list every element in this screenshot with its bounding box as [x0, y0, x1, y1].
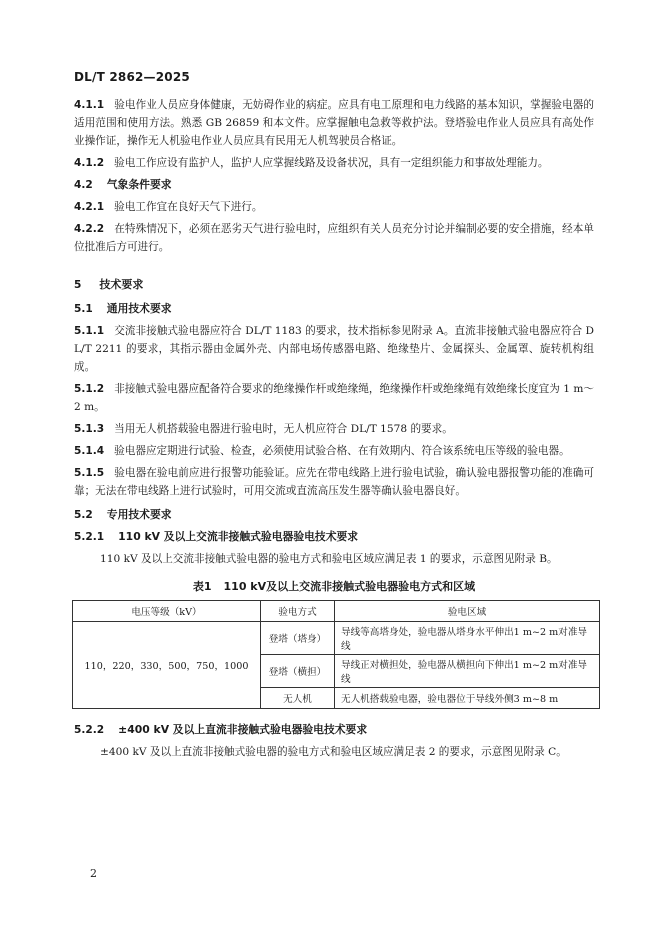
clause-4-2-1 — [74, 198, 594, 216]
clause-number: 4.1.2 — [74, 157, 105, 169]
table-header-row — [73, 601, 600, 622]
method-cell: 登塔（横担） — [261, 655, 335, 688]
clause-number: 5.1.4 — [74, 445, 105, 457]
clause-text: 验电器应定期进行试验、检查，必须使用试验合格、在有效期内、符合该系统电压等级的验电器。 — [114, 445, 570, 457]
clause-5-1-1 — [74, 322, 594, 376]
heading-5-2 — [74, 506, 594, 524]
heading-number: 5.2.2 — [74, 724, 105, 736]
page-content — [74, 96, 594, 765]
heading-text: ±400 kV 及以上直流非接触式验电器验电技术要求 — [118, 723, 368, 736]
page-number: 2 — [90, 867, 97, 880]
heading-5-2-1 — [74, 528, 594, 546]
clause-5-1-3 — [74, 420, 594, 438]
clause-number: 5.1.5 — [74, 467, 105, 479]
heading-4-2 — [74, 176, 594, 194]
clause-number: 4.2.2 — [74, 223, 105, 235]
heading-5-2-2 — [74, 721, 594, 739]
area-cell: 无人机搭载验电器，验电器位于导线外侧3 m~8 m — [335, 688, 600, 709]
heading-text: 110 kV 及以上交流非接触式验电器验电技术要求 — [118, 530, 359, 543]
heading-5-1 — [74, 300, 594, 318]
heading-text: 技术要求 — [99, 278, 144, 291]
clause-number: 5.1.2 — [74, 383, 105, 395]
method-cell: 登塔（塔身） — [261, 622, 335, 655]
area-cell: 导线等高塔身处，验电器从塔身水平伸出1 m~2 m对准导线 — [335, 622, 600, 655]
clause-number: 4.2.1 — [74, 201, 105, 213]
clause-4-2-2 — [74, 220, 594, 256]
header-area: 验电区域 — [335, 601, 600, 622]
heading-text: 气象条件要求 — [106, 178, 172, 191]
heading-number: 5 — [74, 279, 82, 291]
heading-number: 5.2.1 — [74, 531, 105, 543]
clause-4-1-1 — [74, 96, 594, 150]
clause-text: 验电工作应设有监护人，监护人应掌握线路及设备状况，具有一定组织能力和事故处理能力。 — [114, 157, 549, 169]
area-cell: 导线正对横担处，验电器从横担向下伸出1 m~2 m对准导线 — [335, 655, 600, 688]
heading-number: 5.1 — [74, 303, 93, 315]
heading-number: 5.2 — [74, 509, 93, 521]
clause-number: 5.1.1 — [74, 325, 105, 337]
clause-text: 非接触式验电器应配备符合要求的绝缘操作杆或绝缘绳，绝缘操作杆或绝缘绳有效绝缘长度宜为 1 m～2 m。 — [74, 383, 594, 413]
table-number: 表1 — [192, 580, 212, 593]
table-title: 110 kV及以上交流非接触式验电器验电方式和区域 — [223, 580, 476, 593]
clause-5-1-4 — [74, 442, 594, 460]
doc-code-header: DL/T 2862—2025 — [74, 70, 190, 84]
clause-5-1-5 — [74, 464, 594, 500]
table-1 — [72, 600, 600, 709]
clause-text: 验电器在验电前应进行报警功能验证。应先在带电线路上进行验电试验，确认验电器报警功能的准确可靠；无法在带电线路上进行试验时，可用交流或直流高压发生器等确认验电器良好。 — [74, 467, 594, 497]
header-method: 验电方式 — [261, 601, 335, 622]
clause-text: 交流非接触式验电器应符合 DL/T 1183 的要求，技术指标参见附录 A。直流非接触式验电器应符合 DL/T 2211 的要求，其指示器由金属外壳、内部电场传感器电路、绝缘垫片、金属探头、金属罩、旋转机构组成。 — [74, 325, 594, 373]
voltage-cell: 110，220，330，500，750，1000 — [73, 622, 261, 709]
header-voltage: 电压等级（kV） — [73, 601, 261, 622]
body-5-2-1: 110 kV 及以上交流非接触式验电器的验电方式和验电区域应满足表 1 的要求，示意图见附录 B。 — [100, 553, 558, 565]
clause-text: 验电作业人员应身体健康，无妨碍作业的病症。应具有电工原理和电力线路的基本知识，掌握验电器的适用范围和使用方法。熟悉 GB 26859 和本文件。应掌握触电急救等救护法。登塔验电作业人员应具有高处作业操作证，操作无人机验电作业人员应具有民用无人机驾驶员合格证。 — [74, 99, 594, 147]
clause-4-1-2 — [74, 154, 594, 172]
heading-5 — [74, 276, 594, 294]
body-5-2-2: ±400 kV 及以上直流非接触式验电器的验电方式和验电区域应满足表 2 的要求，示意图见附录 C。 — [100, 746, 567, 758]
method-cell: 无人机 — [261, 688, 335, 709]
clause-text: 当用无人机搭载验电器进行验电时，无人机应符合 DL/T 1578 的要求。 — [114, 423, 453, 435]
heading-number: 4.2 — [74, 179, 93, 191]
clause-number: 4.1.1 — [74, 99, 105, 111]
clause-number: 5.1.3 — [74, 423, 105, 435]
heading-text: 通用技术要求 — [106, 302, 172, 315]
clause-text: 在特殊情况下，必须在恶劣天气进行验电时，应组织有关人员充分讨论并编制必要的安全措施，经本单位批准后方可进行。 — [74, 223, 594, 253]
table-row — [73, 622, 600, 655]
clause-text: 验电工作宜在良好天气下进行。 — [114, 201, 263, 213]
heading-text: 专用技术要求 — [106, 508, 172, 521]
table-1-caption — [74, 578, 594, 594]
clause-5-1-2 — [74, 380, 594, 416]
